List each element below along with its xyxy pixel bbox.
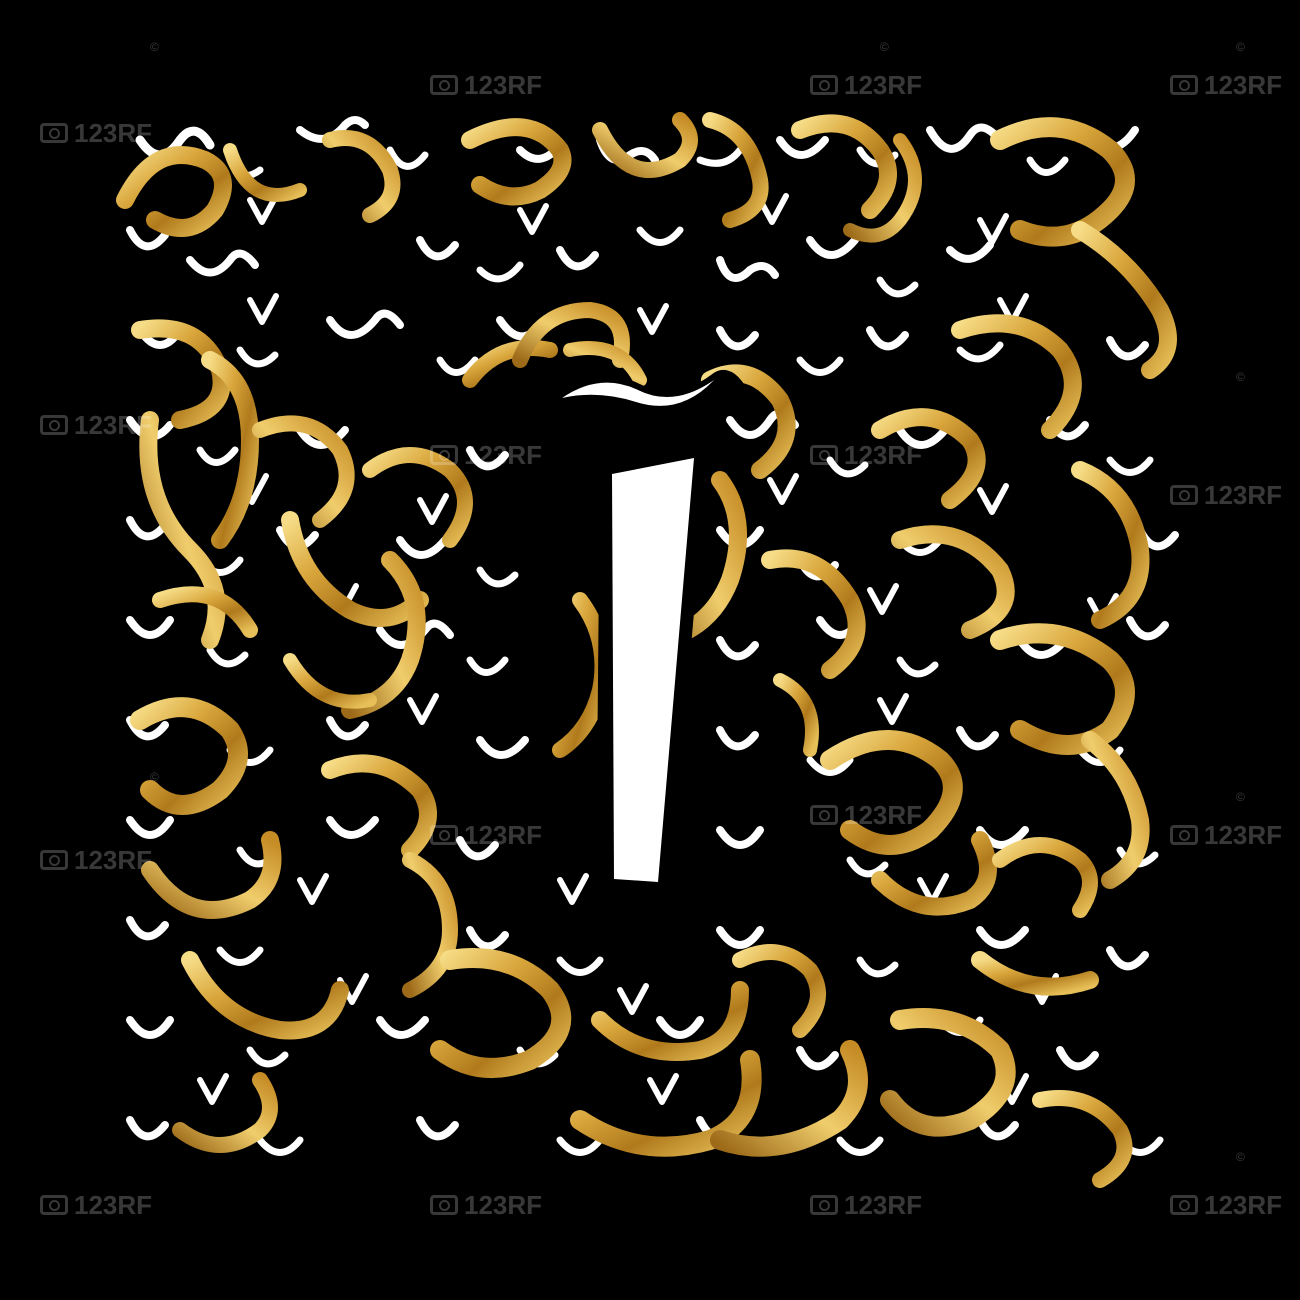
watermark: 123RF: [40, 118, 152, 149]
watermark: 123RF: [430, 1190, 542, 1221]
copyright-mark: ©: [1236, 370, 1245, 384]
copyright-mark: ©: [150, 770, 159, 784]
watermark: 123RF: [810, 800, 922, 831]
watermark: 123RF: [40, 410, 152, 441]
watermark: 123RF: [1170, 1190, 1282, 1221]
watermark: 123RF: [40, 1190, 152, 1221]
watermark: 123RF: [40, 845, 152, 876]
watermark: 123RF: [430, 70, 542, 101]
watermark: 123RF: [1170, 480, 1282, 511]
watermark: 123RF: [810, 1190, 922, 1221]
watermark: 123RF: [810, 70, 922, 101]
copyright-mark: ©: [1236, 40, 1245, 54]
watermark: 123RF: [430, 820, 542, 851]
watermark: 123RF: [810, 440, 922, 471]
copyright-mark: ©: [1236, 790, 1245, 804]
watermark: 123RF: [1170, 70, 1282, 101]
copyright-mark: ©: [1236, 1150, 1245, 1164]
watermark: 123RF: [430, 440, 542, 471]
copyright-mark: ©: [150, 40, 159, 54]
copyright-mark: ©: [880, 40, 889, 54]
watermark: 123RF: [1170, 820, 1282, 851]
hero-letter-group: [556, 377, 736, 890]
